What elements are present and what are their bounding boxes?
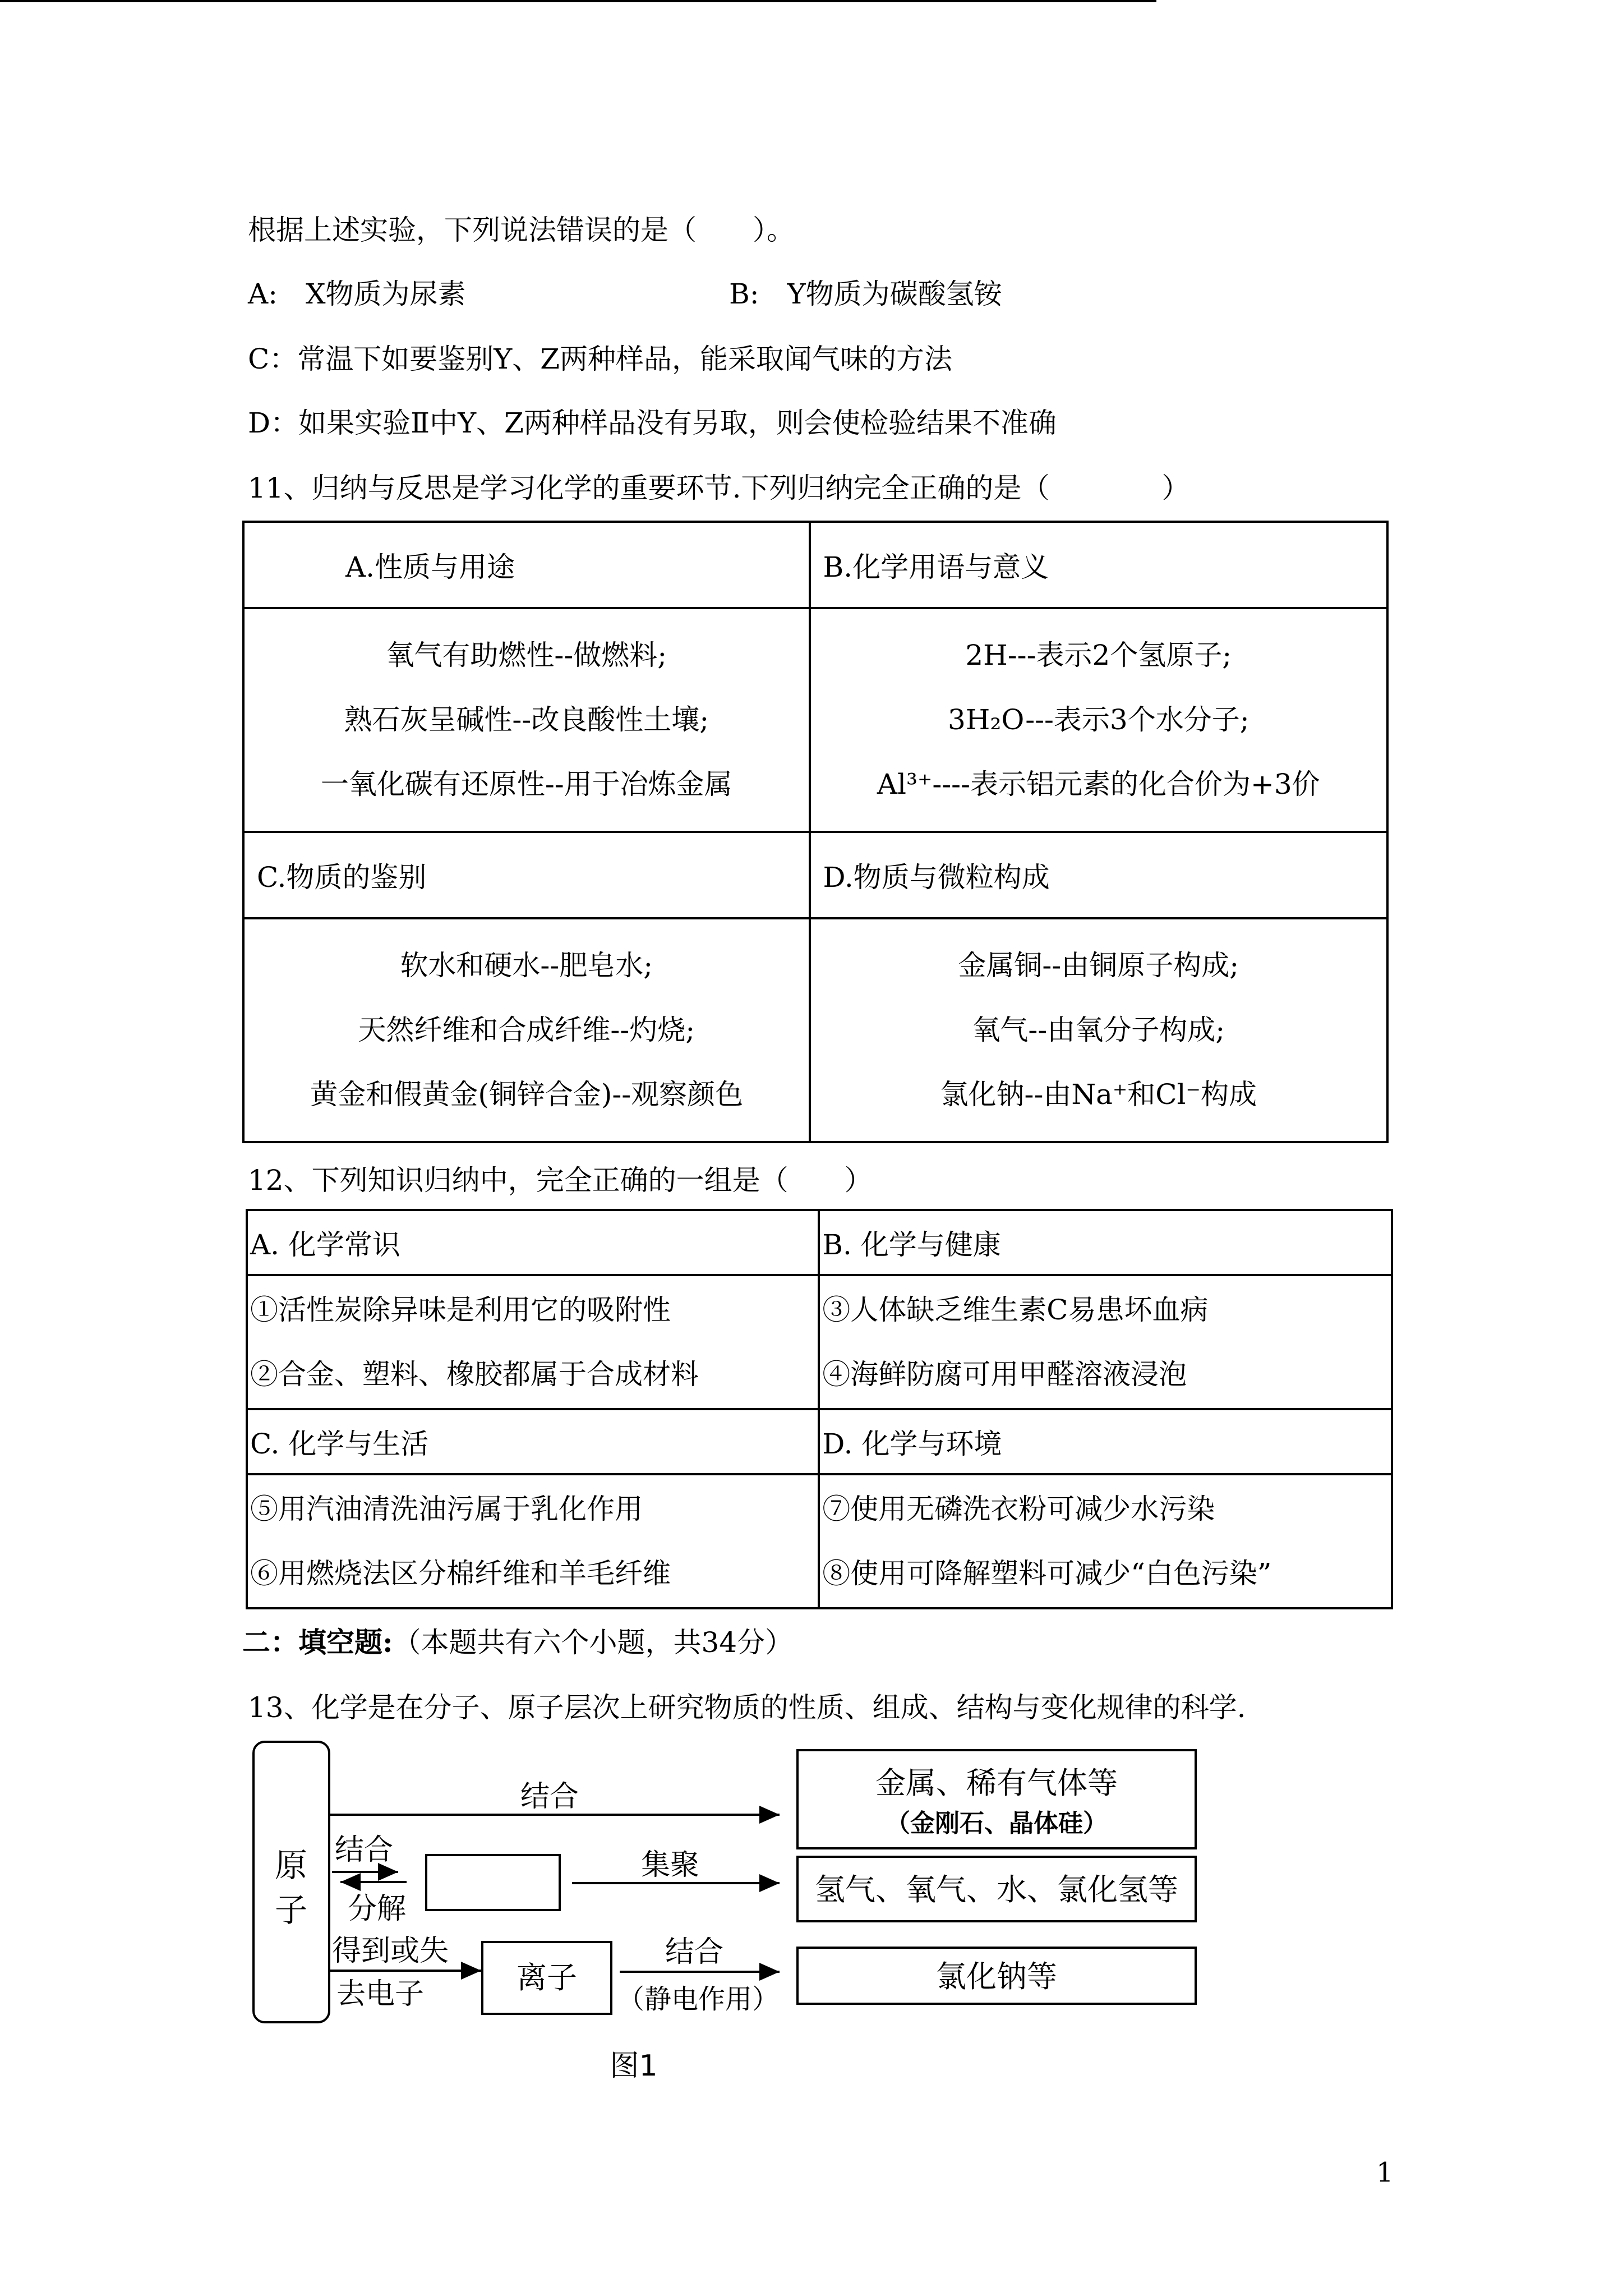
q12-a-title: A. 化学常识 [247,1210,819,1275]
section2-note: （本题共有六个小题，共34分） [393,1626,794,1659]
q11-a-title: A.性质与用途 [243,522,810,608]
q12-table [246,1209,1393,1609]
q12-a-content [247,1275,819,1409]
atom-label-char2: 子 [274,1891,308,1929]
label-combine-3: 结合 [665,1935,724,1969]
q12-a-line: ②合金、塑料、橡胶都属于合成材料 [250,1358,699,1391]
q13-stem: 13、化学是在分子、原子层次上研究物质的性质、组成、结构与变化规律的科学. [248,1691,1246,1724]
q12-b-line: ③人体缺乏维生素C易患坏血病 [822,1293,1209,1326]
q11-c-line: 天然纤维和合成纤维--灼烧; [358,1014,695,1046]
label-gain-lose-1: 得到或失 [332,1934,449,1968]
label-decompose: 分解 [348,1892,407,1926]
header-rule [0,0,1156,2]
q11-a-content [243,608,810,832]
figure-1-diagram [247,1731,1245,2090]
q11-a-line: 氧气有助燃性--做燃料; [386,639,667,671]
box-molecules-text: 氢气、氧气、水、氯化氢等 [815,1872,1178,1907]
q12-c-content [247,1474,819,1608]
q10-option-c: C：常温下如要鉴别Y、Z两种样品，能采取闻气味的方法 [248,343,953,375]
q11-b-line: 2H---表示2个氢原子; [965,639,1232,671]
q11-d-line: 氧气--由氧分子构成; [972,1014,1225,1046]
q11-b-content [810,608,1387,832]
box-metal-line1: 金属、稀有气体等 [875,1765,1118,1801]
q11-a-line: 一氧化碳有还原性--用于冶炼金属 [320,768,732,800]
q11-table [242,521,1389,1143]
box-salt-text: 氯化钠等 [936,1959,1057,1994]
page-number: 1 [1376,2157,1394,2188]
q11-a-line: 熟石灰呈碱性--改良酸性土壤; [344,703,709,736]
q12-d-line: ⑧使用可降解塑料可减少“白色污染” [822,1557,1272,1590]
q11-c-title: C.物质的鉴别 [243,832,810,918]
q11-d-content [810,918,1387,1142]
section2-title: 二：填空题: [242,1626,393,1659]
q12-b-content [819,1275,1392,1409]
q12-d-title: D. 化学与环境 [819,1409,1392,1474]
atom-label-char1: 原 [274,1846,308,1884]
q12-d-line: ⑦使用无磷洗衣粉可减少水污染 [822,1492,1215,1525]
q12-c-line: ⑥用燃烧法区分棉纤维和羊毛纤维 [250,1557,671,1590]
q10-option-d: D：如果实验Ⅱ中Y、Z两种样品没有另取，则会使检验结果不准确 [248,407,1057,439]
figure-caption: 图1 [610,2049,658,2083]
q12-a-line: ①活性炭除异味是利用它的吸附性 [250,1293,671,1326]
q12-d-content [819,1474,1392,1608]
label-gain-lose-2: 去电子 [336,1977,425,2011]
q11-c-content [243,918,810,1142]
q11-b-line: Al³⁺----表示铝元素的化合价为+3价 [877,768,1320,800]
q10-option-a: A: X物质为尿素 [248,278,466,310]
q11-d-line: 金属铜--由铜原子构成; [958,949,1239,982]
label-aggregate: 集聚 [640,1848,700,1882]
q11-d-line: 氯化钠--由Na⁺和Cl⁻构成 [940,1078,1257,1111]
q12-b-title: B. 化学与健康 [819,1210,1392,1275]
q12-stem: 12、下列知识归纳中，完全正确的一组是（ ） [248,1164,873,1197]
q12-c-title: C. 化学与生活 [247,1409,819,1474]
q10-option-b: B: Y物质为碳酸氢铵 [729,278,1002,310]
blank-box [426,1855,560,1910]
box-metal-line2: （金刚石、晶体硅） [886,1809,1108,1838]
q12-c-line: ⑤用汽油清洗油污属于乳化作用 [250,1492,643,1525]
label-combine-2: 结合 [335,1833,394,1867]
q11-d-title: D.物质与微粒构成 [810,832,1387,918]
q10-stem: 根据上述实验，下列说法错误的是（ ）。 [248,214,795,246]
q11-b-line: 3H₂O---表示3个水分子; [947,703,1249,736]
section2-heading [242,1625,793,1660]
q11-c-line: 软水和硬水--肥皂水; [400,949,653,982]
q12-b-line: ④海鲜防腐可用甲醛溶液浸泡 [822,1358,1187,1391]
q11-stem: 11、归纳与反思是学习化学的重要环节.下列归纳完全正确的是（ ） [248,472,1190,504]
ion-label: 离子 [517,1960,577,1995]
label-combine-1: 结合 [520,1780,579,1814]
q11-c-line: 黄金和假黄金(铜锌合金)--观察颜色 [310,1078,744,1111]
q11-b-title: B.化学用语与意义 [810,522,1387,608]
label-electrostatic: （静电作用） [617,1984,780,2015]
